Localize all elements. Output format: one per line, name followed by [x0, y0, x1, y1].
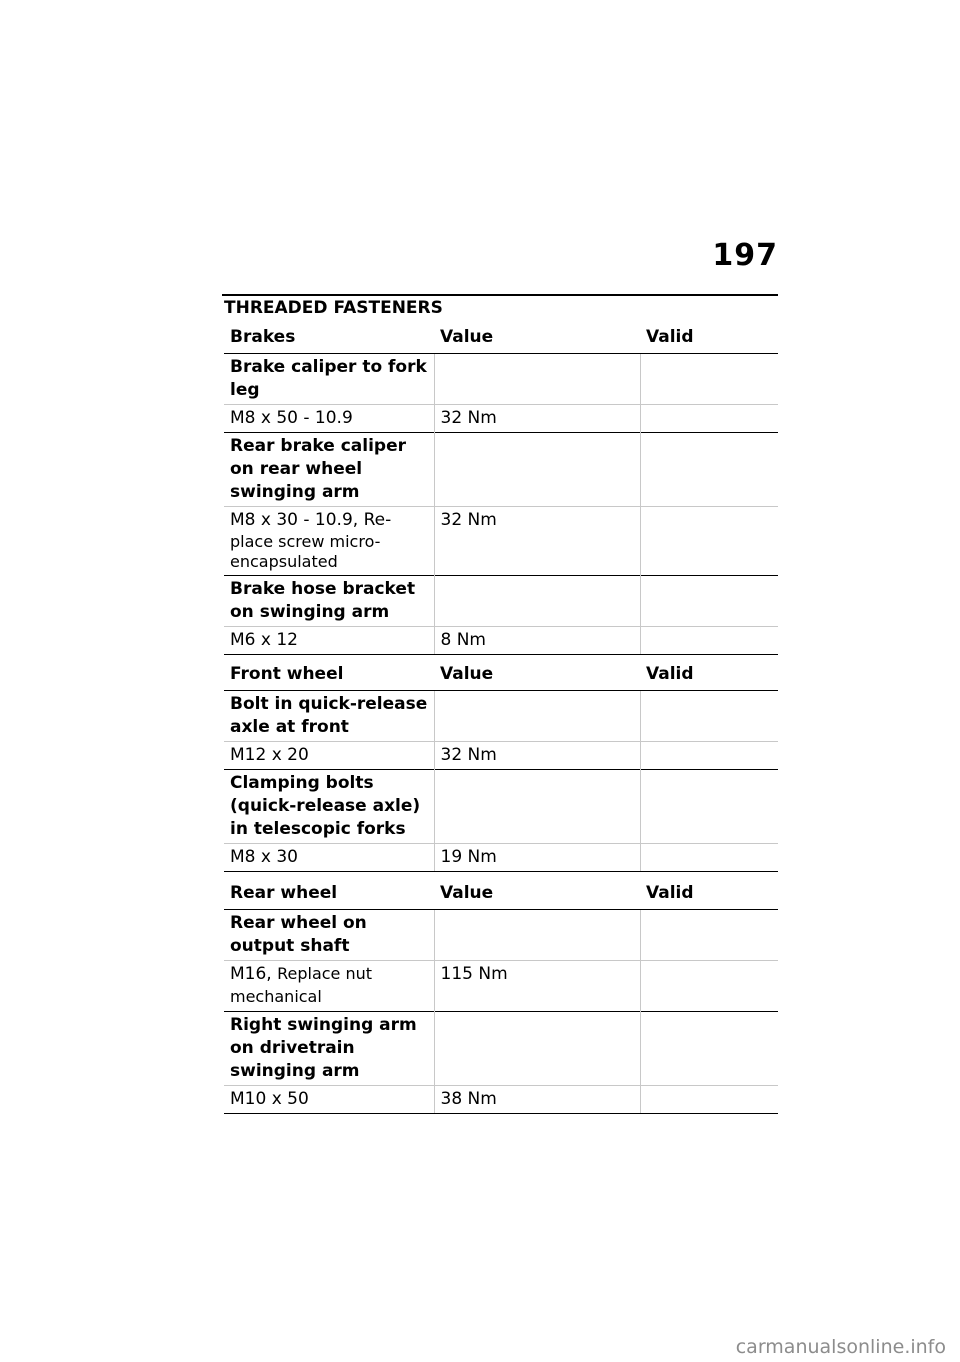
table-row — [224, 960, 778, 1011]
top-rule — [222, 294, 778, 296]
table-row — [224, 575, 778, 626]
table-header-row — [224, 878, 778, 909]
header-value: Value — [434, 878, 640, 909]
fastener-spec: M12 x 20 — [224, 741, 434, 769]
fastener-spec: M16, Replace nut mechanical — [224, 960, 434, 1011]
fastener-spec: M8 x 30 - 10.9, Re- place screw micro-encapsulated — [224, 506, 434, 575]
page-number: 197 — [712, 238, 778, 273]
table-row — [224, 741, 778, 769]
header-category: Front wheel — [224, 659, 434, 690]
header-category: Rear wheel — [224, 878, 434, 909]
table-row — [224, 690, 778, 741]
header-valid: Valid — [640, 322, 778, 353]
table-row — [224, 353, 778, 404]
torque-value: 19 Nm — [434, 843, 640, 871]
torque-value: 32 Nm — [434, 404, 640, 432]
fastener-spec: M6 x 12 — [224, 626, 434, 654]
table-row — [224, 1085, 778, 1113]
fastener-description: Rear wheel on output shaft — [224, 909, 434, 960]
fastener-spec: M10 x 50 — [224, 1085, 434, 1113]
section-title: THREADED FASTENERS — [224, 298, 443, 318]
header-valid: Valid — [640, 659, 778, 690]
brakes-table — [224, 322, 778, 655]
fastener-description: Rear brake caliper on rear wheel swinging arm — [224, 432, 434, 506]
table-row — [224, 626, 778, 654]
header-valid: Valid — [640, 878, 778, 909]
table-row — [224, 769, 778, 843]
header-value: Value — [434, 322, 640, 353]
table-header-row — [224, 659, 778, 690]
spec-note: place screw micro-encapsulated — [230, 531, 381, 571]
torque-value: 32 Nm — [434, 741, 640, 769]
fastener-description: Bolt in quick-release axle at front — [224, 690, 434, 741]
watermark: carmanualsonline.info — [735, 1336, 946, 1358]
fastener-spec: M8 x 50 - 10.9 — [224, 404, 434, 432]
front-wheel-table — [224, 659, 778, 872]
fastener-description: Clamping bolts (quick-release axle) in telescopic forks — [224, 769, 434, 843]
table-row — [224, 843, 778, 871]
table-header-row — [224, 322, 778, 353]
rear-wheel-table — [224, 878, 778, 1114]
fastener-description: Brake hose bracket on swinging arm — [224, 575, 434, 626]
torque-value: 8 Nm — [434, 626, 640, 654]
table-row — [224, 909, 778, 960]
fastener-description: Right swinging arm on drivetrain swinging arm — [224, 1011, 434, 1085]
header-value: Value — [434, 659, 640, 690]
table-row — [224, 404, 778, 432]
table-row — [224, 432, 778, 506]
fastener-spec: M8 x 30 — [224, 843, 434, 871]
spec-note: Replace nut mechanical — [230, 963, 373, 1006]
header-category: Brakes — [224, 322, 434, 353]
fastener-description: Brake caliper to fork leg — [224, 353, 434, 404]
torque-value: 32 Nm — [434, 506, 640, 575]
table-row — [224, 506, 778, 575]
table-row — [224, 1011, 778, 1085]
torque-value: 115 Nm — [434, 960, 640, 1011]
torque-value: 38 Nm — [434, 1085, 640, 1113]
